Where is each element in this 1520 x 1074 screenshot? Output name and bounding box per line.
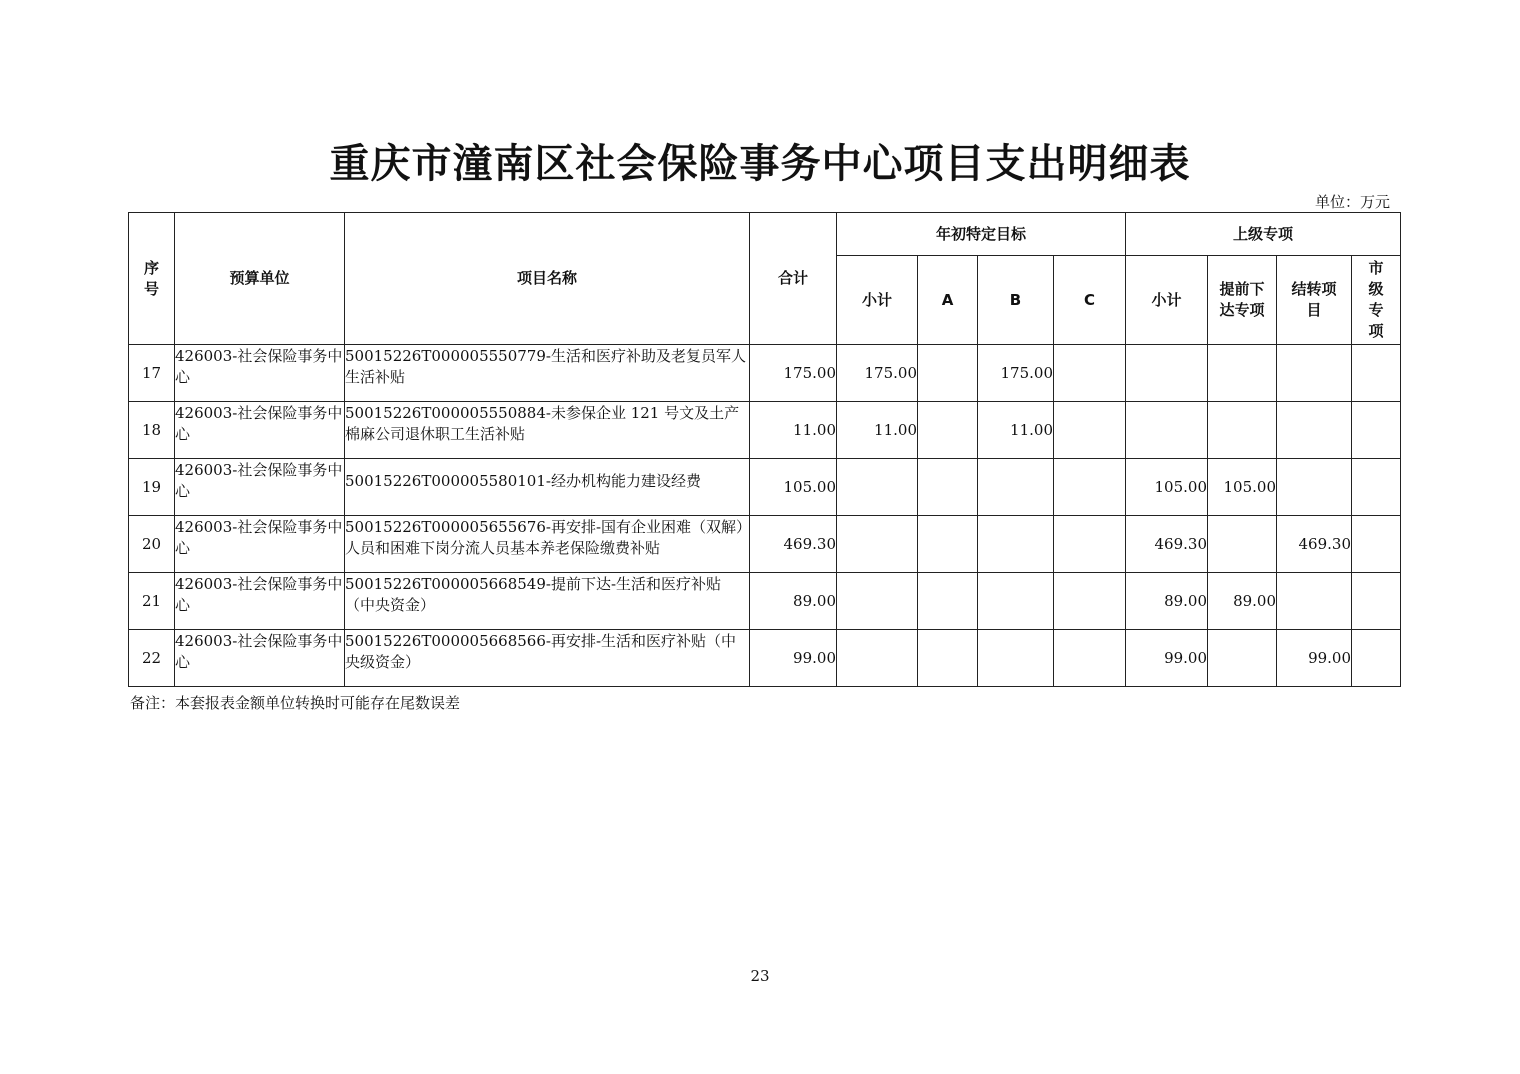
header-carryover: 结转项目 — [1277, 256, 1352, 345]
row-initial-subtotal — [837, 630, 918, 687]
row-advance: 89.00 — [1208, 573, 1277, 630]
row-total: 175.00 — [750, 345, 837, 402]
row-seq: 18 — [129, 402, 175, 459]
row-advance — [1208, 345, 1277, 402]
row-advance — [1208, 630, 1277, 687]
row-c — [1054, 459, 1126, 516]
header-a: A — [918, 256, 978, 345]
header-project-name: 项目名称 — [345, 213, 750, 345]
row-initial-subtotal: 175.00 — [837, 345, 918, 402]
row-seq: 22 — [129, 630, 175, 687]
row-c — [1054, 630, 1126, 687]
row-seq: 17 — [129, 345, 175, 402]
row-total: 105.00 — [750, 459, 837, 516]
row-a — [918, 630, 978, 687]
page-title: 重庆市潼南区社会保险事务中心项目支出明细表 — [329, 140, 1191, 187]
row-project-name — [345, 345, 750, 402]
row-superior-subtotal: 469.30 — [1126, 516, 1208, 573]
row-budget-unit — [175, 516, 345, 573]
row-superior-subtotal — [1126, 345, 1208, 402]
row-budget-unit — [175, 402, 345, 459]
table-row — [129, 459, 1401, 516]
row-budget-unit-text: 426003-社会保险事务中心 — [175, 461, 343, 500]
row-initial-subtotal — [837, 573, 918, 630]
row-superior-subtotal: 89.00 — [1126, 573, 1208, 630]
row-superior-subtotal — [1126, 402, 1208, 459]
row-b: 175.00 — [978, 345, 1054, 402]
row-carryover — [1277, 573, 1352, 630]
row-project-name-text: 50015226T000005550884-未参保企业 121 号文及土产棉麻公司退休职工生活补贴 — [345, 404, 740, 443]
header-group-superior: 上级专项 — [1126, 213, 1401, 256]
row-city — [1352, 516, 1401, 573]
row-total: 11.00 — [750, 402, 837, 459]
row-seq: 19 — [129, 459, 175, 516]
row-c — [1054, 345, 1126, 402]
row-b — [978, 459, 1054, 516]
row-initial-subtotal — [837, 459, 918, 516]
row-budget-unit — [175, 573, 345, 630]
row-project-name — [345, 573, 750, 630]
row-seq: 21 — [129, 573, 175, 630]
table-row — [129, 402, 1401, 459]
row-total: 99.00 — [750, 630, 837, 687]
row-c — [1054, 516, 1126, 573]
row-carryover: 469.30 — [1277, 516, 1352, 573]
row-total: 469.30 — [750, 516, 837, 573]
row-project-name — [345, 516, 750, 573]
row-advance — [1208, 402, 1277, 459]
row-advance — [1208, 516, 1277, 573]
row-project-name-text: 50015226T000005655676-再安排-国有企业困难（双解）人员和困难下岗分流人员基本养老保险缴费补贴 — [345, 518, 744, 557]
table-row — [129, 573, 1401, 630]
row-project-name-text: 50015226T000005550779-生活和医疗补助及老复员军人生活补贴 — [345, 347, 746, 386]
row-city — [1352, 630, 1401, 687]
header-b: B — [978, 256, 1054, 345]
row-b: 11.00 — [978, 402, 1054, 459]
row-initial-subtotal — [837, 516, 918, 573]
header-c: C — [1054, 256, 1126, 345]
row-budget-unit — [175, 630, 345, 687]
header-superior-subtotal: 小计 — [1126, 256, 1208, 345]
row-city — [1352, 459, 1401, 516]
row-total: 89.00 — [750, 573, 837, 630]
header-city: 市级专项 — [1352, 256, 1401, 345]
row-seq: 20 — [129, 516, 175, 573]
unit-label: 单位：万元 — [1314, 193, 1390, 211]
row-budget-unit — [175, 345, 345, 402]
row-initial-subtotal: 11.00 — [837, 402, 918, 459]
row-c — [1054, 402, 1126, 459]
row-a — [918, 516, 978, 573]
row-budget-unit — [175, 459, 345, 516]
row-superior-subtotal: 105.00 — [1126, 459, 1208, 516]
row-city — [1352, 573, 1401, 630]
row-budget-unit-text: 426003-社会保险事务中心 — [175, 347, 343, 386]
table-row — [129, 345, 1401, 402]
row-budget-unit-text: 426003-社会保险事务中心 — [175, 632, 343, 671]
footnote: 备注：本套报表金额单位转换时可能存在尾数误差 — [130, 694, 461, 712]
row-project-name-text: 50015226T000005668549-提前下达-生活和医疗补贴（中央资金） — [345, 575, 722, 614]
row-project-name — [345, 630, 750, 687]
row-c — [1054, 573, 1126, 630]
header-total: 合计 — [750, 213, 837, 345]
table-row — [129, 630, 1401, 687]
row-a — [918, 573, 978, 630]
header-seq: 序号 — [129, 213, 175, 345]
header-budget-unit: 预算单位 — [175, 213, 345, 345]
row-budget-unit-text: 426003-社会保险事务中心 — [175, 575, 343, 614]
row-city — [1352, 345, 1401, 402]
row-a — [918, 402, 978, 459]
row-b — [978, 630, 1054, 687]
row-project-name — [345, 402, 750, 459]
row-advance: 105.00 — [1208, 459, 1277, 516]
header-initial-subtotal: 小计 — [837, 256, 918, 345]
row-carryover: 99.00 — [1277, 630, 1352, 687]
expenditure-table — [128, 212, 1401, 687]
row-project-name-text: 50015226T000005580101-经办机构能力建设经费 — [345, 471, 701, 490]
header-advance: 提前下达专项 — [1208, 256, 1277, 345]
row-b — [978, 573, 1054, 630]
page-number: 23 — [750, 967, 770, 985]
row-a — [918, 345, 978, 402]
row-b — [978, 516, 1054, 573]
row-superior-subtotal: 99.00 — [1126, 630, 1208, 687]
row-budget-unit-text: 426003-社会保险事务中心 — [175, 518, 343, 557]
row-city — [1352, 402, 1401, 459]
row-carryover — [1277, 345, 1352, 402]
row-project-name-text: 50015226T000005668566-再安排-生活和医疗补贴（中央级资金） — [345, 632, 737, 671]
row-project-name — [345, 459, 750, 516]
row-budget-unit-text: 426003-社会保险事务中心 — [175, 404, 343, 443]
row-a — [918, 459, 978, 516]
header-group-initial: 年初特定目标 — [837, 213, 1126, 256]
row-carryover — [1277, 459, 1352, 516]
table-row — [129, 516, 1401, 573]
row-carryover — [1277, 402, 1352, 459]
